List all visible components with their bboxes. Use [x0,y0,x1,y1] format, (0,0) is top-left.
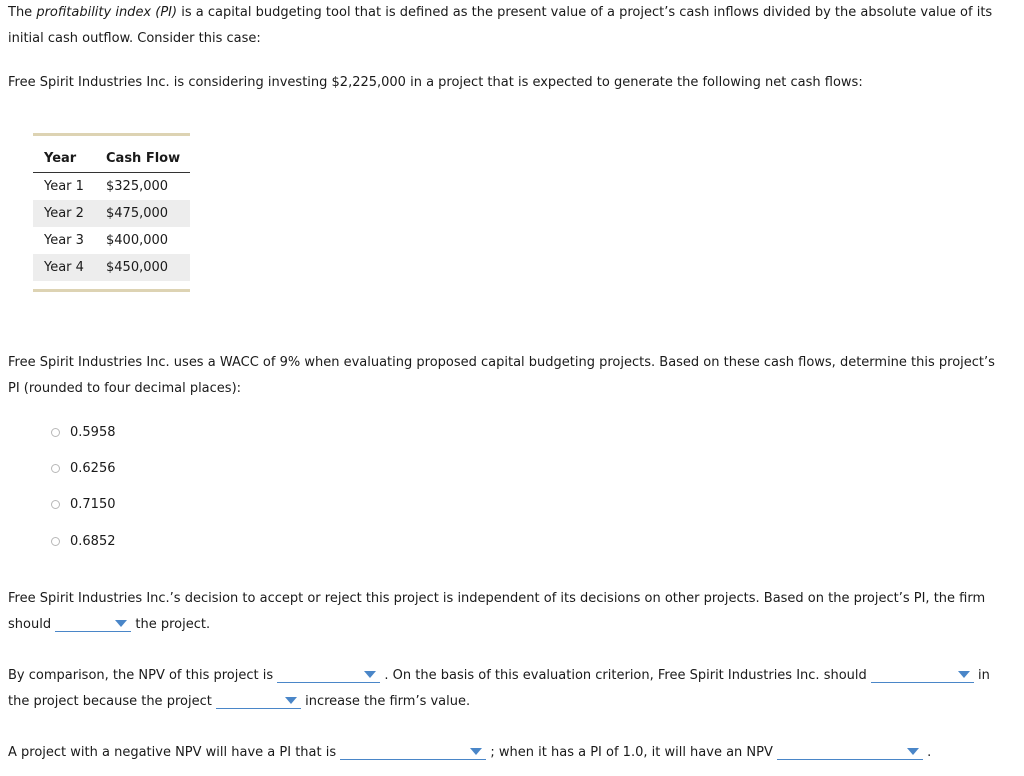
year-cell: Year 1 [44,179,84,194]
case-description: Free Spirit Industries Inc. is considering investing $2,225,000 in a project that is expected to generate the following net cash flows: [8,75,863,90]
chevron-down-icon [364,671,376,678]
table-row [33,254,190,281]
will-wont-dropdown[interactable] [216,692,301,709]
header-year: Year [33,145,95,173]
pi-npv-relationship-question: A project with a negative NPV will have a PI that is ; when it has a PI of 1.0, it will have an NPV . [8,745,932,760]
radio-button[interactable] [51,537,60,546]
option-1[interactable] [51,422,116,442]
chevron-down-icon [115,620,127,627]
radio-button[interactable] [51,464,60,473]
pi-question: Free Spirit Industries Inc. uses a WACC of 9% when evaluating proposed capital budgeting projects. Based on these cash flows, determine this project’s PI (rounded to four decimal places): [8,355,995,396]
option-label: 0.6256 [70,460,116,476]
npv-question: By comparison, the NPV of this project is . On the basis of this evaluation criterion, Free Spirit Industries Inc. should in the project because the project increase the firm’s value. [8,668,990,709]
option-4[interactable] [51,531,116,551]
chevron-down-icon [907,748,919,755]
negative-npv-pi-dropdown[interactable] [340,743,486,760]
radio-button[interactable] [51,428,60,437]
table-top-rule [33,133,190,136]
option-label: 0.5958 [70,424,116,440]
table-row [33,173,190,201]
table-row [33,227,190,254]
year-cell: Year 2 [33,200,95,227]
option-label: 0.7150 [70,496,116,512]
cash-flow-cell: $400,000 [106,233,169,248]
year-cell: Year 3 [44,233,84,248]
intro-paragraph: The profitability index (PI) is a capital budgeting tool that is defined as the present value of a project’s cash inflows divided by the absolute value of its initial cash outflow. Consider this case: [8,5,993,46]
accept-reject-dropdown[interactable] [55,615,131,632]
cash-flow-table [33,133,190,292]
invest-decision-dropdown[interactable] [871,666,974,683]
option-3[interactable] [51,494,116,514]
cash-flow-cell: $450,000 [95,254,190,281]
header-cash-flow: Cash Flow [95,145,190,173]
chevron-down-icon [958,671,970,678]
pi-one-npv-dropdown[interactable] [777,743,923,760]
npv-value-dropdown[interactable] [277,666,380,683]
pi-term: profitability index (PI) [36,5,178,20]
radio-button[interactable] [51,500,60,509]
decision-question: Free Spirit Industries Inc.’s decision to accept or reject this project is independent of its decisions on other projects. Based on the project’s PI, the firm should the project. [8,591,986,632]
table-bottom-rule [33,289,190,292]
cash-flow-cell: $475,000 [95,200,190,227]
chevron-down-icon [285,697,297,704]
option-2[interactable] [51,458,116,478]
year-cell: Year 4 [33,254,95,281]
cash-flow-cell: $325,000 [106,179,169,194]
chevron-down-icon [470,748,482,755]
table-row [33,200,190,227]
option-label: 0.6852 [70,533,116,549]
